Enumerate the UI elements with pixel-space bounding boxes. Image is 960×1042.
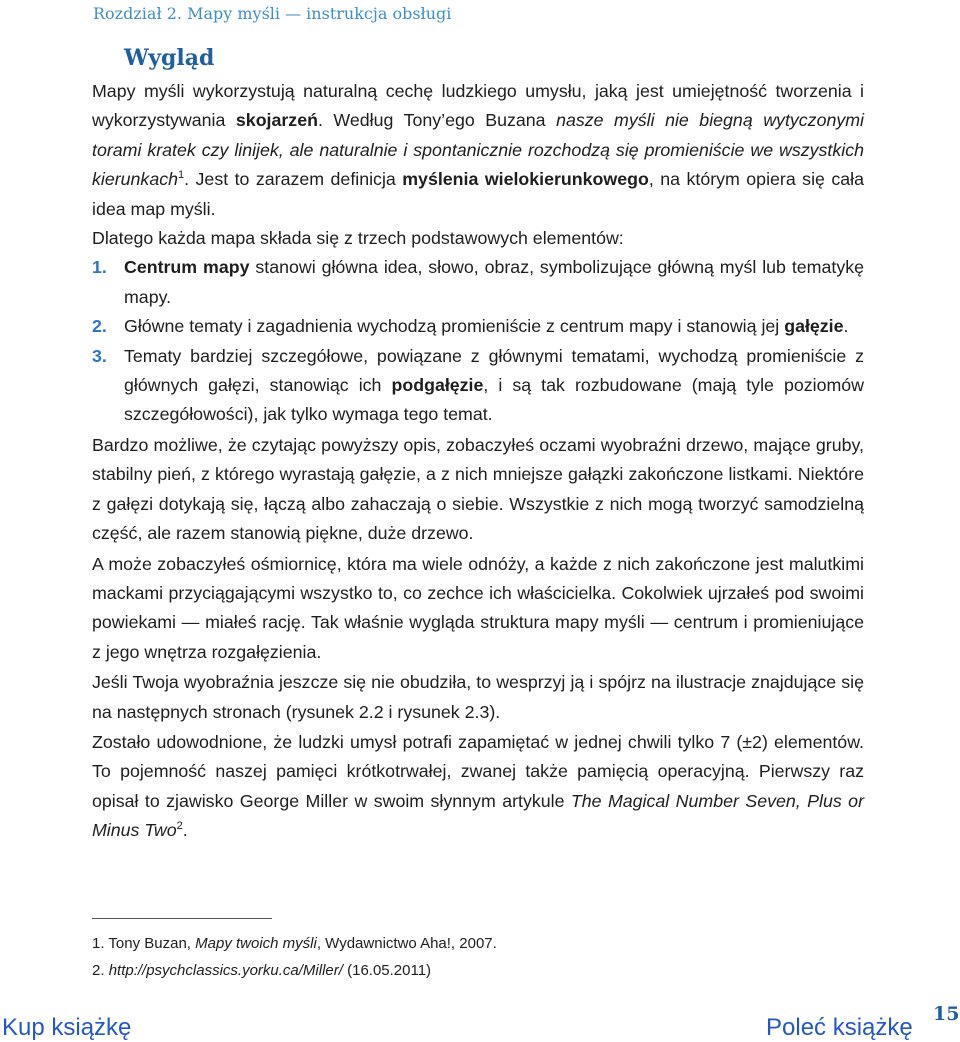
intro-text: . Jest to zarazem definicja bbox=[184, 169, 403, 190]
list-text: stanowi główna idea, słowo, obraz, symbolizujące główną myśl lub tematykę mapy. bbox=[124, 257, 864, 307]
list-item bbox=[92, 312, 864, 341]
paragraph-text: . bbox=[182, 820, 188, 841]
list-text: . bbox=[843, 316, 849, 337]
footnote-text: , Wydawnictwo Aha!, 2007. bbox=[316, 935, 497, 952]
running-header: Rozdział 2. Mapy myśli — instrukcja obsługi bbox=[93, 4, 452, 23]
footnote-divider bbox=[92, 918, 272, 919]
intro-paragraph bbox=[92, 77, 864, 224]
footnote-number: 1. bbox=[92, 935, 105, 952]
footnote-ref-1[interactable]: 1 bbox=[178, 169, 185, 182]
paragraph: Bardzo możliwe, że czytając powyższy opis, zobaczyłeś oczami wyobraźni drzewo, mające gruby, stabilny pień, z którego wyrastają gałęzie, a z nich mniejsze gałązki zakończone listkami. Niektóre z gałęzi dotykają się, łączą albo zahaczają o siebie. Wszystkie z nich mogą tworzyć samodzielną część, ale razem stanowią piękne, duże drzewo. bbox=[92, 434, 864, 544]
footnote-number: 2. bbox=[92, 962, 105, 979]
intro-bold-term: myślenia wielokierunkowego bbox=[402, 169, 649, 190]
list-item bbox=[92, 342, 865, 430]
footnote-ref-2[interactable]: 2 bbox=[176, 820, 183, 833]
footnote-link[interactable]: http://psychclassics.yorku.ca/Miller/ bbox=[108, 962, 343, 979]
intro-text: . Według Tony’ego Buzana bbox=[317, 110, 557, 131]
paragraph: A może zobaczyłeś ośmiornicę, która ma wiele odnóży, a każde z nich zakończone jest malutkimi mackami przyciągającymi wszystko to, co zechce ich właścicielka. Cokolwiek ujrzałeś pod swoimi powiekami — miałeś rację. Tak właśnie wygląda struktura mapy myśli — centrum i promieniujące z jego wnętrza rozgałęzienia. bbox=[92, 553, 864, 662]
recommend-book-link[interactable]: Poleć książkę bbox=[766, 1014, 913, 1041]
page-number: 15 bbox=[933, 1003, 960, 1025]
paragraph-text: Zostało udowodnione, że ludzki umysł potrafi zapamiętać w jednej chwili tylko 7 (±2) elementów. To pojemność naszej pamięci krótkotrwałej, zwanej także pamięcią operacyjną. Pierwszy raz opisał to zjawisko George Miller w swoim słynnym artykule bbox=[92, 731, 864, 811]
paragraph: Jeśli Twoja wyobraźnia jeszcze się nie obudziła, to wesprzyj ją i spójrz na ilustracje znajdujące się na następnych stronach (rysunek 2.2 i rysunek 2.3). bbox=[92, 672, 864, 722]
footnotes bbox=[92, 930, 497, 984]
list-number: 2. bbox=[92, 316, 107, 337]
list-text: Tematy bardziej szczegółowe, powiązane z głównymi tematami, wychodzą promieniście z głównych gałęzi, stanowiąc ich bbox=[124, 345, 864, 396]
list-bold-term: Centrum mapy bbox=[124, 257, 250, 278]
body-text bbox=[92, 77, 864, 846]
intro-text: Mapy myśli wykorzystują naturalną cechę ludzkiego umysłu, jaką jest umiejętność tworzenia i wykorzystywania bbox=[92, 81, 864, 131]
footnote-2 bbox=[92, 957, 497, 984]
intro-text: , na którym opiera się cała idea map myśli. bbox=[92, 169, 864, 219]
footnote-text: (16.05.2011) bbox=[342, 962, 432, 979]
section-heading: Wygląd bbox=[124, 45, 215, 71]
paragraph bbox=[92, 728, 864, 846]
list-text: , i są tak rozbudowane (mają tyle poziomów szczegółowości), jak tylko wymaga tego temat. bbox=[124, 375, 865, 425]
footnote-title: Mapy twoich myśli bbox=[195, 935, 317, 952]
list-bold-term: gałęzie bbox=[784, 316, 844, 337]
list-number: 1. bbox=[92, 257, 107, 278]
footnote-1 bbox=[92, 930, 497, 957]
article-title: The Magical Number Seven, Plus or Minus Two bbox=[92, 790, 864, 841]
intro-bold-term: skojarzeń bbox=[235, 110, 318, 131]
list-bold-term: podgałęzie bbox=[391, 375, 484, 396]
intro-quote: nasze myśli nie biegną wytyczonymi torami kratek czy linijek, ale naturalnie i spontanicznie rozchodzą się promieniście we wszystkich kierunkach bbox=[92, 110, 864, 190]
buy-book-link[interactable]: Kup książkę bbox=[2, 1014, 132, 1041]
footnote-text: Tony Buzan, bbox=[108, 935, 196, 952]
list-text: Główne tematy i zagadnienia wychodzą promieniście z centrum mapy i stanowią jej bbox=[124, 316, 785, 337]
list-number: 3. bbox=[92, 345, 107, 366]
list-lead: Dlatego każda mapa składa się z trzech podstawowych elementów: bbox=[92, 228, 624, 249]
list-item bbox=[92, 253, 864, 312]
